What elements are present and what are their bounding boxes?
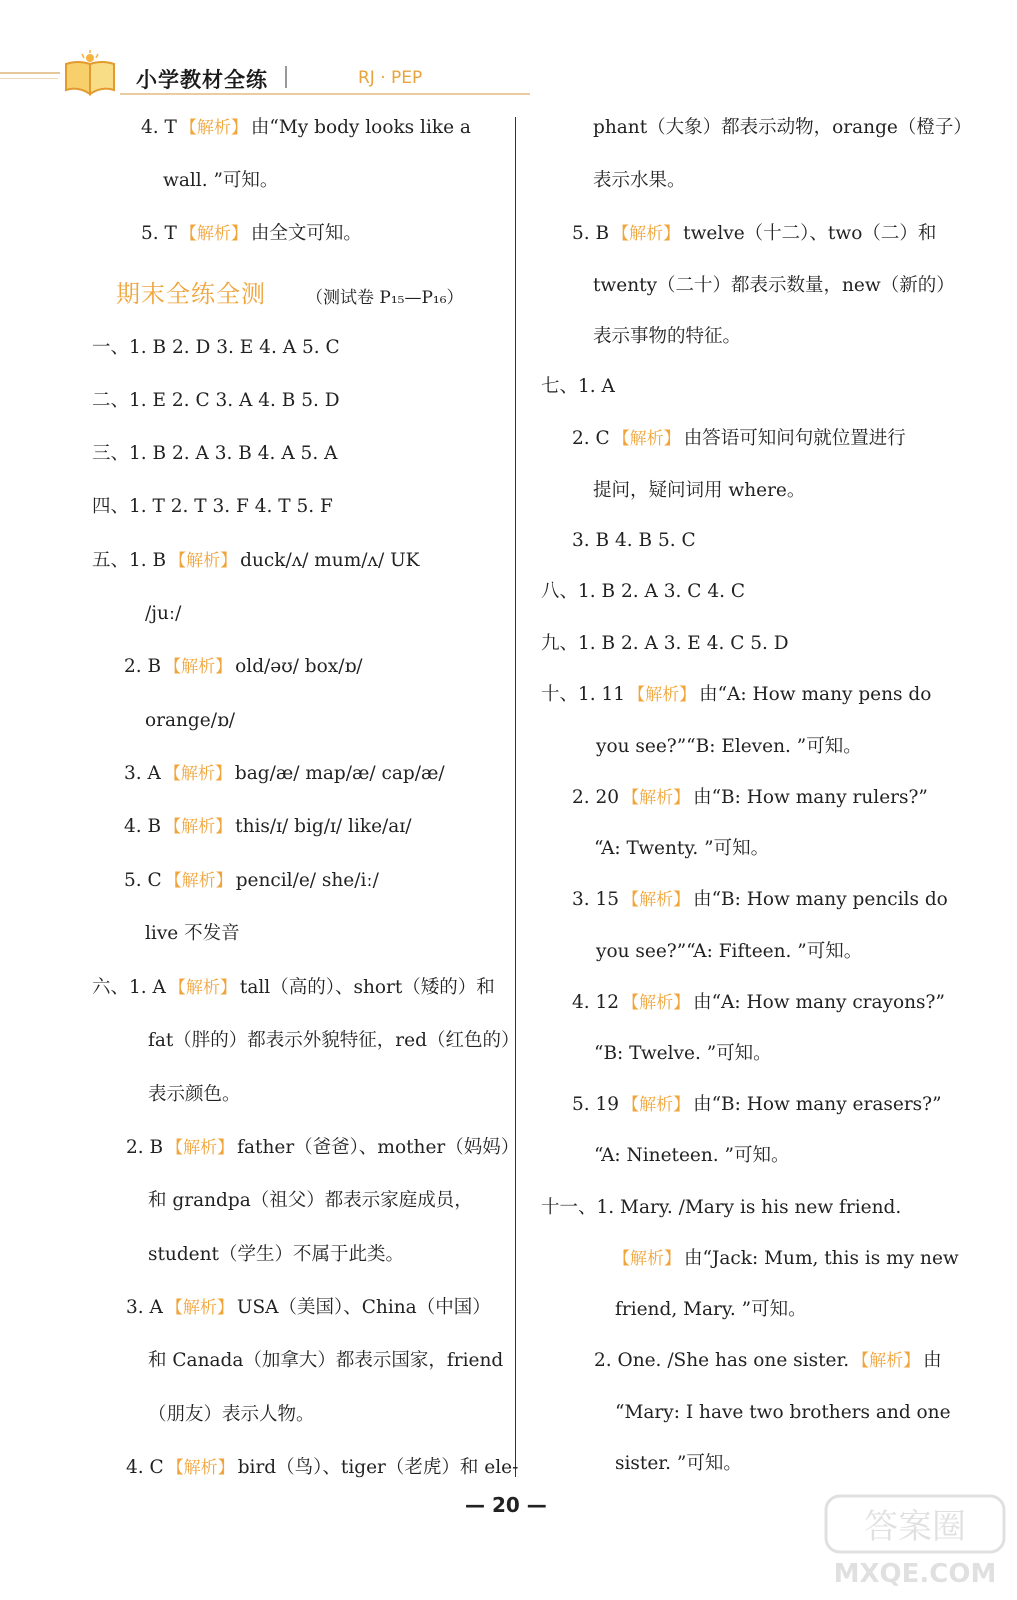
analysis-tag: 【解析】 xyxy=(613,1249,681,1269)
svg-text:答案圈: 答案圈 xyxy=(864,1507,966,1547)
analysis-tag: 【解析】 xyxy=(165,1298,234,1318)
analysis-tag: 【解析】 xyxy=(163,764,232,784)
page-number: — 20 — xyxy=(465,1493,547,1517)
answer-line: 七、1. A xyxy=(541,376,615,397)
header-rule xyxy=(0,72,60,74)
analysis-tag: 【解析】 xyxy=(168,978,237,998)
answer-line: /juː/ xyxy=(145,603,182,624)
section-title: 期末全练全测 xyxy=(116,280,266,308)
answer-line: 九、1. B 2. A 3. E 4. C 5. D xyxy=(541,633,789,654)
answer-line: sister. ”可知。 xyxy=(615,1453,742,1474)
analysis-tag: 【解析】 xyxy=(164,871,233,891)
open-book-icon xyxy=(62,50,118,102)
answer-line: 提问，疑问词用 where。 xyxy=(593,480,806,501)
analysis-tag: 【解析】 xyxy=(852,1351,921,1371)
answer-line: 一、1. B 2. D 3. E 4. A 5. C xyxy=(92,337,340,358)
watermark-logo xyxy=(820,1490,1010,1590)
analysis-tag: 【解析】 xyxy=(164,657,233,677)
answer-line: （朋友）表示人物。 xyxy=(148,1404,315,1425)
answer-line: 2. 20 【解析】 由“B: How many rulers?” xyxy=(572,787,928,808)
answer-line: 5. 19 【解析】 由“B: How many erasers?” xyxy=(572,1094,942,1115)
analysis-tag: 【解析】 xyxy=(166,1458,235,1478)
answer-line: you see?”“A: Fifteen. ”可知。 xyxy=(596,941,863,962)
answer-line: 五、1. B 【解析】 duck/ʌ/ mum/ʌ/ UK xyxy=(92,550,420,571)
answer-line: you see?”“B: Eleven. ”可知。 xyxy=(596,736,862,757)
answer-line: orange/ɒ/ xyxy=(145,710,236,731)
answer-line: 2. One. /She has one sister. 【解析】 由 xyxy=(594,1350,942,1371)
answer-line: 3. A 【解析】 USA（美国）、China（中国） xyxy=(126,1297,491,1318)
answer-line: 3. B 4. B 5. C xyxy=(572,530,696,551)
answer-line: 5. C 【解析】 pencil/e/ she/iː/ xyxy=(124,870,379,891)
answer-line: 2. C 【解析】 由答语可知问句就位置进行 xyxy=(572,428,906,449)
answer-line: 八、1. B 2. A 3. C 4. C xyxy=(541,581,746,602)
analysis-tag: 【解析】 xyxy=(622,1095,691,1115)
answer-line: live 不发音 xyxy=(145,923,240,944)
header-separator xyxy=(285,66,287,88)
analysis-tag: 【解析】 xyxy=(622,788,691,808)
analysis-tag: 【解析】 xyxy=(166,1138,235,1158)
analysis-tag: 【解析】 xyxy=(179,224,248,244)
column-divider xyxy=(515,117,516,1477)
answer-line: 表示颜色。 xyxy=(148,1084,241,1105)
answer-line: 2. B 【解析】 father（爸爸）、mother（妈妈） xyxy=(126,1137,520,1158)
answer-line: 3. 15 【解析】 由“B: How many pencils do xyxy=(572,889,948,910)
answer-line: 和 Canada（加拿大）都表示国家，friend xyxy=(148,1350,504,1371)
answer-line: 二、1. E 2. C 3. A 4. B 5. D xyxy=(92,390,340,411)
analysis-tag: 【解析】 xyxy=(169,551,238,571)
edition-code: RJ · PEP xyxy=(358,68,423,88)
answer-line: 和 grandpa（祖父）都表示家庭成员， xyxy=(148,1190,473,1211)
answer-line: wall. ”可知。 xyxy=(163,170,279,191)
header-rule xyxy=(0,78,58,79)
answer-line: phant（大象）都表示动物，orange（橙子） xyxy=(593,117,972,138)
answer-line: 表示事物的特征。 xyxy=(593,326,742,347)
answer-line: student（学生）不属于此类。 xyxy=(148,1244,404,1265)
answer-line: 4. B 【解析】 this/ɪ/ big/ɪ/ like/aɪ/ xyxy=(124,816,412,837)
analysis-tag: 【解析】 xyxy=(622,993,691,1013)
analysis-tag: 【解析】 xyxy=(612,429,681,449)
answer-line: 4. C 【解析】 bird（鸟）、tiger（老虎）和 ele- xyxy=(126,1457,519,1478)
answer-line: “A: Twenty. ”可知。 xyxy=(594,838,770,859)
analysis-tag: 【解析】 xyxy=(179,118,248,138)
answer-line: 【解析】 由“Jack: Mum, this is my new xyxy=(613,1248,959,1269)
answer-line: 5. T 【解析】 由全文可知。 xyxy=(141,223,362,244)
answer-line: 表示水果。 xyxy=(593,170,686,191)
answer-line: 十、1. 11 【解析】 由“A: How many pens do xyxy=(541,684,932,705)
answer-line: “Mary: I have two brothers and one xyxy=(615,1402,951,1423)
answer-line: 5. B 【解析】 twelve（十二）、two（二）和 xyxy=(572,223,937,244)
analysis-tag: 【解析】 xyxy=(612,224,681,244)
answer-line: 4. T 【解析】 由“My body looks like a xyxy=(141,117,471,138)
answer-line: 六、1. A 【解析】 tall（高的）、short（矮的）和 xyxy=(92,977,495,998)
answer-line: 2. B 【解析】 old/əʊ/ box/ɒ/ xyxy=(124,656,363,677)
answer-line: 四、1. T 2. T 3. F 4. T 5. F xyxy=(92,496,333,517)
answer-line: 三、1. B 2. A 3. B 4. A 5. A xyxy=(92,443,338,464)
answer-line: 3. A 【解析】 bag/æ/ map/æ/ cap/æ/ xyxy=(124,763,445,784)
svg-text:MXQE.COM: MXQE.COM xyxy=(833,1559,997,1589)
analysis-tag: 【解析】 xyxy=(628,685,697,705)
section-note: （测试卷 P₁₅—P₁₆） xyxy=(306,288,464,308)
answer-line: twenty（二十）都表示数量，new（新的） xyxy=(593,275,955,296)
analysis-tag: 【解析】 xyxy=(164,817,233,837)
answer-line: friend, Mary. ”可知。 xyxy=(615,1299,807,1320)
answer-line: 4. 12 【解析】 由“A: How many crayons?” xyxy=(572,992,945,1013)
answer-line: “B: Twelve. ”可知。 xyxy=(594,1043,772,1064)
answer-line: 十一、1. Mary. /Mary is his new friend. xyxy=(541,1197,902,1218)
book-title: 小学教材全练 xyxy=(136,68,268,92)
answer-line: “A: Nineteen. ”可知。 xyxy=(594,1145,790,1166)
analysis-tag: 【解析】 xyxy=(622,890,691,910)
answer-line: fat（胖的）都表示外貌特征，red（红色的） xyxy=(148,1030,520,1051)
